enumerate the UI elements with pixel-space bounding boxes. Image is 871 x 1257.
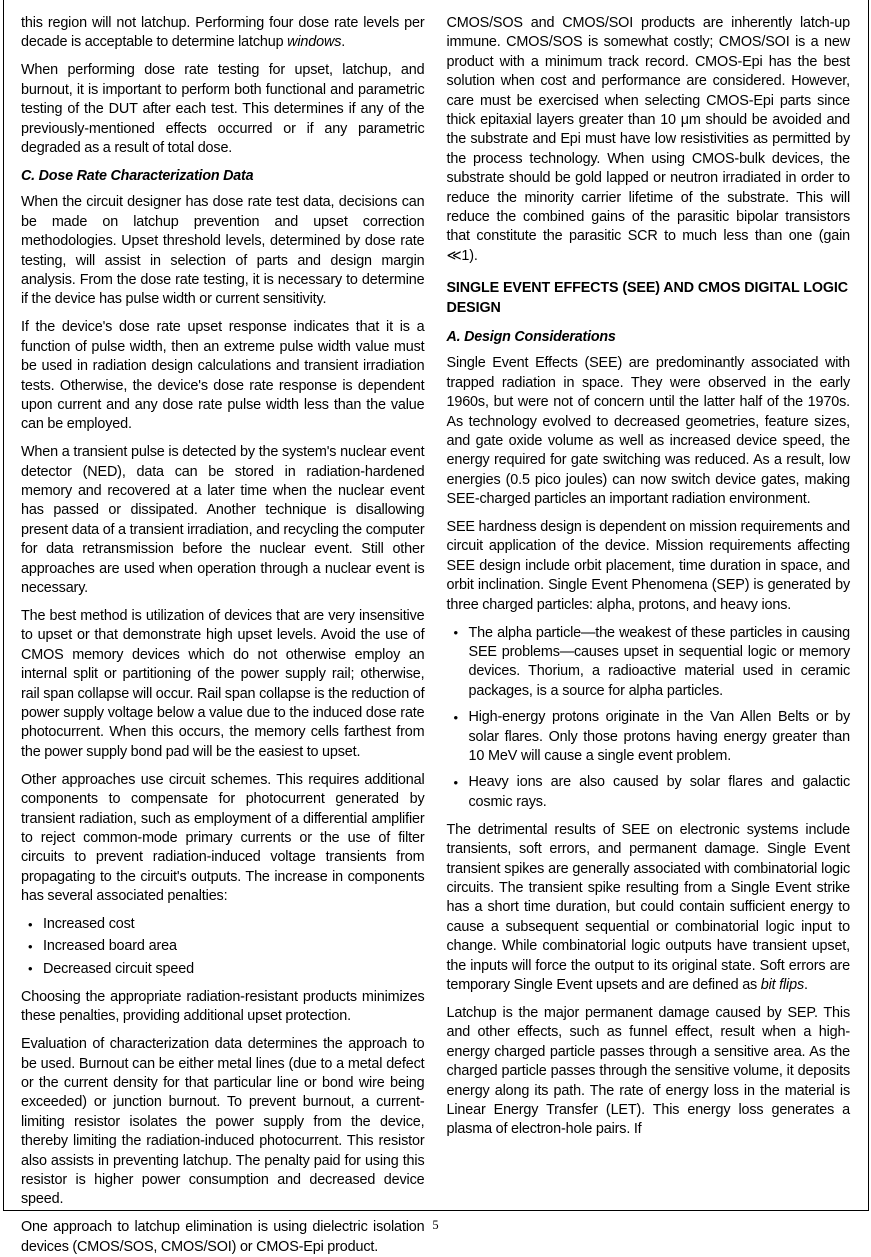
emphasis-windows: windows — [287, 34, 342, 51]
paragraph: When the circuit designer has dose rate test data, decisions can be made on latchup prevention and upset correction methodologies. Upset threshold levels, determined by dose rate testing, will assist in selection of parts and design margin analysis. From the dose rate testing, it is necessary to determine if the device has pulse width or current sensitivity. — [21, 194, 425, 308]
list-item-text: • Increased board area — [43, 938, 177, 955]
paragraph: Evaluation of characterization data determines the approach to be used. Burnout can be either metal lines (due to a metal defect or the current density for that particular line or bond wire being exceeded) or junction burnout. To prevent burnout, a current-limiting resistor isolates the power supply from the device, thereby limiting the radiation-induced photocurrent. This resistor also assists in preventing latchup. The penalty paid for using this resistor is higher power consumption and decreased device speed. — [21, 1036, 425, 1208]
bullet-list-charged-particles — [447, 624, 851, 813]
list-item-text: • High-energy protons originate in the Van Allen Belts or by solar flares. Only those protons having energy greater than 10 MeV will cause a single event problem. — [468, 709, 850, 764]
right-column — [447, 14, 851, 1257]
left-column — [21, 14, 425, 1257]
paragraph: Other approaches use circuit schemes. This requires additional components to compensate for photocurrent generated by transient radiation, such as employment of a differential amplifier to reject common-mode primary currents or the use of filter circuits to prevent radiation-induced voltage transients from propagating to the circuit's outputs. The increase in components has several associated penalties: — [21, 771, 425, 905]
paragraph: If the device's dose rate upset response indicates that it is a function of pulse width, then an extreme pulse width value must be used in radiation design calculations and transient irradiation tests. Otherwise, the device's dose rate response is dependent upon current and any dose rate pulse width less than the value can be employed. — [21, 319, 425, 433]
list-item-text: • Heavy ions are also caused by solar flares and galactic cosmic rays. — [468, 774, 850, 810]
list-item — [21, 915, 425, 934]
paragraph: The detrimental results of SEE on electronic systems include transients, soft errors, and permanent damage. Single Event transient spikes are generally associated with combinatorial logic circuits. The transient spike resulting from a Single Event strike has a short time duration, but could contain sufficient energy to cause a subsequent sequential or combinatorial logic input to change. While combinatorial logic outputs have transient upset, the inputs will force the output to its original state. Soft errors are temporary Single Event upsets and are defined as bit flips. — [446, 821, 850, 993]
subsection-heading-design-considerations: A. Design Considerations — [446, 329, 616, 346]
paragraph: Choosing the appropriate radiation-resistant products minimizes these penalties, providing additional upset protection. — [21, 988, 425, 1025]
list-item — [21, 937, 425, 956]
bullet-list-penalties — [21, 915, 425, 979]
list-item — [447, 708, 851, 766]
paragraph: Latchup is the major permanent damage caused by SEP. This and other effects, such as funnel effect, result when a high-energy charged particle passes through a sensitive area. As the charged particle passes through the sensitive volume, it deposits energy along its path. The rate of energy loss in the material is Linear Energy Transfer (LET). This energy loss generates a plasma of electron-hole pairs. If — [446, 1004, 850, 1138]
list-item — [21, 960, 425, 979]
list-item-text: • Decreased circuit speed — [43, 960, 194, 977]
paragraph: When a transient pulse is detected by the system's nuclear event detector (NED), data can be stored in radiation-hardened memory and recovered at a later time when the nuclear event has passed or dissipated. Another technique is disallowing present data of a transient irradiation, and recycling the computer for data retransmission before the nuclear event. Still other approaches are used when operation through a nuclear event is necessary. — [21, 444, 425, 597]
list-item — [447, 624, 851, 702]
paragraph: Single Event Effects (SEE) are predominantly associated with trapped radiation in space. They were observed in the early 1960s, but were not of concern until the latter half of the 1970s. As technology evolved to decreased geometries, feature sizes, and gate oxide volume as well as increased device speed, the energy required for gate switching was reduced. As a result, low energies (0.5 pico joules) can now switch device gates, making SEE-charged particles an important radiation environment. — [446, 355, 850, 508]
list-item — [447, 773, 851, 812]
subsection-heading-dose-rate-characterization-data: C. Dose Rate Characterization Data — [21, 168, 254, 185]
paragraph-continuation: this region will not latchup. Performing four dose rate levels per decade is acceptable to determine latchup windows. — [21, 15, 425, 51]
paragraph: One approach to latchup elimination is using dielectric isolation devices (CMOS/SOS, CMOS/SOI) or CMOS-Epi product. — [21, 1219, 425, 1255]
page-number: 5 — [432, 1218, 439, 1232]
emphasis-bit-flips: bit flips — [760, 976, 804, 993]
list-item-text: • The alpha particle—the weakest of these particles in causing SEE problems—causes upset in sequential logic or memory devices. Thorium, a radioactive material used in ceramic packages, is a source for alpha particles. — [468, 624, 850, 699]
list-item-text: • Increased cost — [43, 916, 135, 933]
paragraph: SEE hardness design is dependent on mission requirements and circuit application of the device. Mission requirements affecting SEE design include orbit placement, time duration in space, and orbit inclination. Single Event Phenomena (SEP) is generated by three charged particles: alpha, protons, and heavy ions. — [446, 519, 850, 613]
paragraph: When performing dose rate testing for upset, latchup, and burnout, it is important to perform both functional and parametric testing of the DUT after each test. This determines if any of the previously-mentioned effects occurred or if any parametric degraded as a result of total dose. — [21, 62, 425, 156]
paragraph: CMOS/SOS and CMOS/SOI products are inherently latch-up immune. CMOS/SOS is somewhat costly; CMOS/SOI is a new product with a minimum track record. CMOS-Epi has the best solution when cost and performance are considered. However, care must be exercised when selecting CMOS-Epi parts since thick epitaxial layers greater than 10 μm should be avoided and the substrate and Epi must have low resistivities as permitted by the process technology. When using CMOS-bulk devices, the substrate should be gold lapped or neutron irradiated in order to reduce the minority carrier lifetime of the substrate. This will reduce the combined gains of the parasitic bipolar transistors that constitute the parasitic SCR to much less than one (gain ≪1). — [446, 15, 850, 264]
section-heading-single-event-effects: SINGLE EVENT EFFECTS (SEE) AND CMOS DIGITAL LOGIC DESIGN — [446, 280, 849, 316]
paragraph: The best method is utilization of devices that are very insensitive to upset or that demonstrate high upset levels. Avoid the use of CMOS memory devices which do not otherwise employ an internal split or partitioning of the power supply rail; otherwise, rail span collapse will occur. Rail span collapse is the reduction of power supply voltage below a value due to the induced dose rate photocurrent. When this occurs, the memory cells farthest from the power supply bond pad will be the easiest to upset. — [21, 607, 425, 760]
